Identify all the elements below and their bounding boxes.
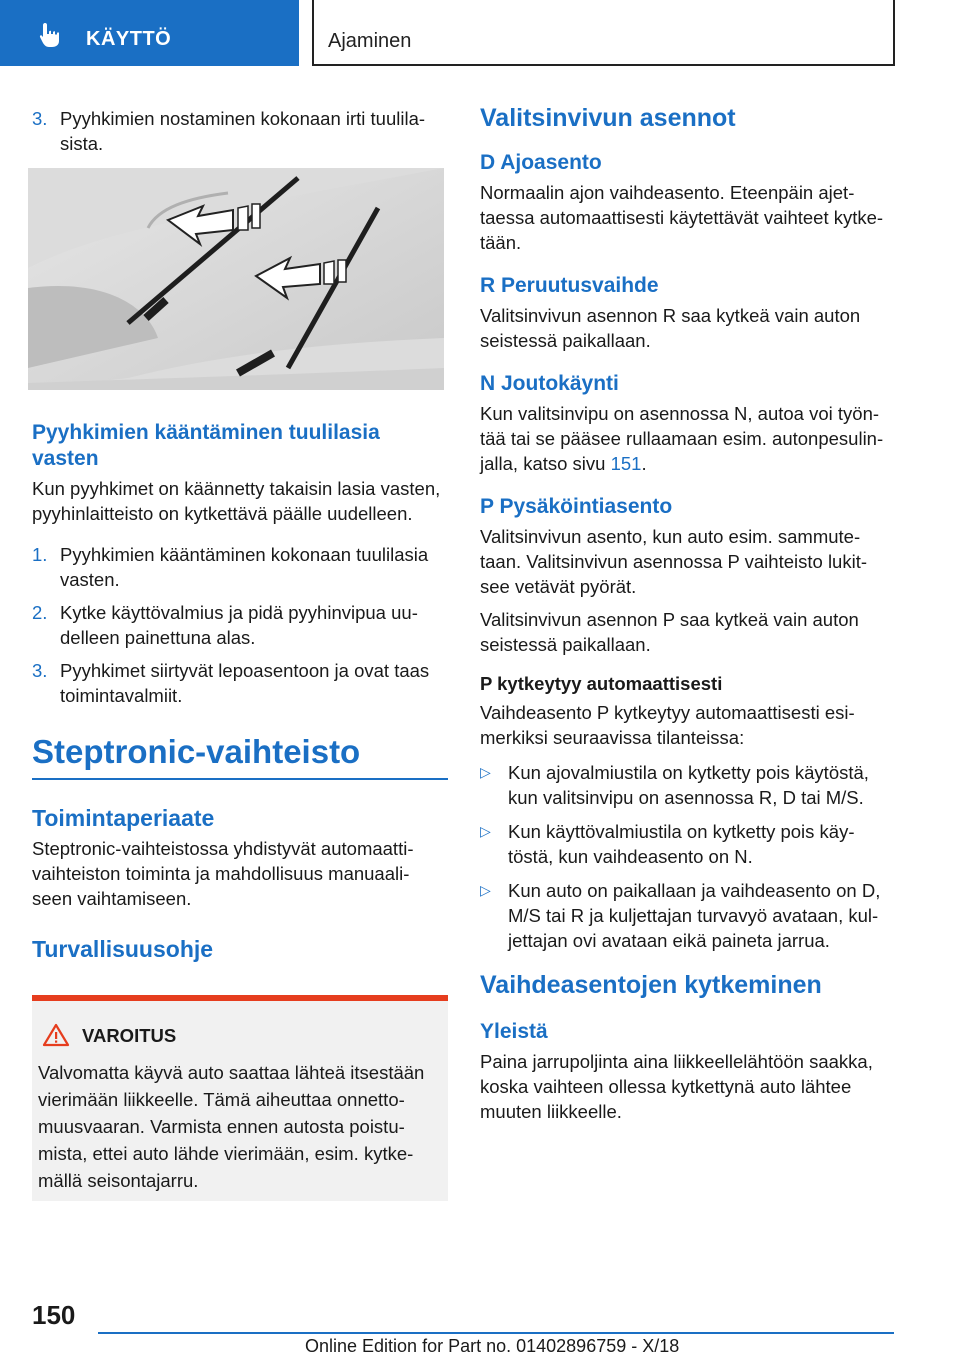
section-header [312, 0, 895, 66]
step-number: 3. [32, 660, 48, 681]
triangle-bullet-icon: ▷ [480, 823, 491, 839]
paragraph-general: Paina jarrupoljinta aina liikkeellelähtöön saakka, koska vaihteen ollessa kytkettynä auto lähtee muuten liikkeelle. [480, 1051, 873, 1122]
triangle-bullet-icon: ▷ [480, 882, 491, 898]
paragraph-park-1: Valitsinvivun asento, kun auto esim. sammute‐taan. Valitsinvivun asennossa P vaihteisto lukit‐see vetävät pyörät. [480, 526, 868, 597]
heading-gear-switching: Vaihdeasentojen kytkeminen [480, 971, 822, 999]
step-text: Pyyhkimien kääntäminen kokonaan tuulilasia vasten. [60, 544, 429, 590]
paragraph-neutral [480, 401, 895, 476]
footer-divider [98, 1332, 894, 1334]
paragraph-auto-park: Vaihdeasento P kytkeytyy automaattisesti esi‐merkiksi seuraavissa tilanteissa: [480, 702, 855, 748]
heading-reverse: R Peruutusvaihde [480, 274, 659, 297]
bullet-item [480, 760, 895, 810]
heading-steptronic: Steptronic-vaihteisto [32, 732, 448, 780]
warning-box [32, 995, 448, 1201]
step-number: 2. [32, 602, 48, 623]
right-column [480, 104, 895, 1124]
paragraph-neutral-text: Kun valitsinvipu on asennossa N, autoa voi työn‐tää tai se pääsee rullaamaan esim. autonpesulin‐jalla, katso sivu [480, 403, 884, 474]
step-text: Pyyhkimet siirtyvät lepoasentoon ja ovat taas toimintavalmiit. [60, 660, 430, 706]
triangle-bullet-icon: ▷ [480, 764, 491, 780]
paragraph-reverse: Valitsinvivun asennon R saa kytkeä vain auton seistessä paikallaan. [480, 305, 861, 351]
heading-auto-park: P kytkeytyy automaattisesti [480, 673, 723, 694]
heading-principle: Toimintaperiaate [32, 805, 215, 831]
section-label: Ajaminen [328, 30, 412, 52]
heading-wiper-folding: Pyyhkimien kääntäminen tuulilasia vasten [32, 421, 380, 470]
paragraph-principle: Steptronic-vaihteistossa yhdistyvät automaatti‐vaihteiston toiminta ja mahdollisuus manuaali‐seen vaihtamiseen. [32, 838, 414, 909]
step-text: Kytke käyttövalmius ja pidä pyyhinvipua uu‐delleen painettuna alas. [60, 602, 418, 648]
warning-text: Valvomatta käyvä auto saattaa lähteä itsestään vierimään liikkeelle. Tämä aiheuttaa onnetto‐muusvaaran. Varmista ennen autosta poistu‐mista, ettei auto lähde vierimään, esim. kytke‐mällä seisontajarru. [38, 1062, 425, 1191]
bullet-text: Kun käyttövalmiustila on kytketty pois käy‐töstä, kun vaihdeasento on N. [508, 821, 855, 867]
paragraph-drive-position: Normaalin ajon vaihdeasento. Eteenpäin ajet‐taessa automaattisesti käytettävät vaihteet kytke‐tään. [480, 182, 884, 253]
step-text: Pyyhkimien nostaminen kokonaan irti tuulila‐sista. [60, 108, 426, 154]
bullet-item [480, 878, 895, 953]
paragraph-neutral-end: . [641, 453, 647, 474]
paragraph-park-2: Valitsinvivun asennon P saa kytkeä vain auton seistessä paikallaan. [480, 609, 859, 655]
heading-selector-positions: Valitsinvivun asennot [480, 104, 736, 132]
heading-general: Yleistä [480, 1020, 548, 1043]
paragraph-wiper-folding: Kun pyyhkimet on käännetty takaisin lasia vasten, pyyhinlaitteisto on kytkettävä päälle uudelleen. [32, 478, 441, 524]
heading-park: P Pysäköintiasento [480, 495, 673, 518]
step-number: 1. [32, 544, 48, 565]
edition-info: Online Edition for Part no. 01402896759 - X/18 [305, 1336, 680, 1356]
bullet-text: Kun ajovalmiustila on kytketty pois käytöstä, kun valitsinvipu on asennossa R, D tai M/S. [508, 762, 869, 808]
chapter-tab [0, 0, 299, 66]
bullet-text: Kun auto on paikallaan ja vaihdeasento on D, M/S tai R ja kuljettajan turvavyö avataan, kul‐jettajan ovi avataan eikä paineta jarrua. [508, 880, 881, 951]
page-number: 150 [32, 1300, 76, 1330]
heading-drive-position: D Ajoasento [480, 151, 602, 174]
page-reference-link[interactable]: 151 [610, 453, 642, 474]
bullet-item [480, 819, 895, 869]
left-column-top [32, 106, 448, 164]
step-item [32, 600, 448, 650]
heading-safety: Turvallisuusohje [32, 936, 214, 962]
heading-neutral: N Joutokäynti [480, 372, 619, 395]
wiper-illustration [28, 168, 444, 390]
warning-triangle-icon [42, 1023, 70, 1047]
step-item [32, 658, 448, 708]
step-number: 3. [32, 108, 48, 129]
step-item [32, 106, 448, 156]
warning-title: VAROITUS [82, 1025, 177, 1046]
chapter-label: KÄYTTÖ [86, 28, 172, 50]
left-column-main [32, 420, 448, 963]
hand-pointer-icon [36, 20, 66, 50]
step-item [32, 542, 448, 592]
